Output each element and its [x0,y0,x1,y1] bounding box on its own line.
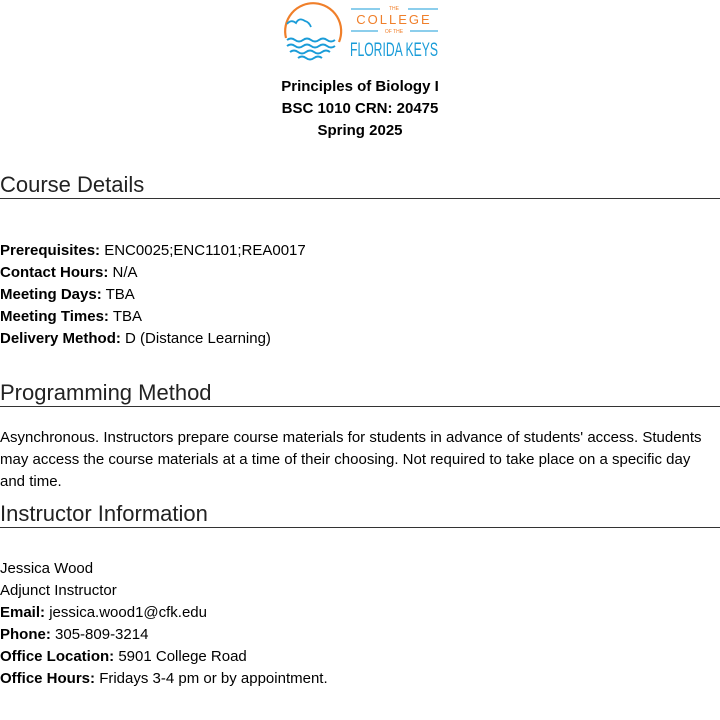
label: Prerequisites: [0,242,101,259]
label: Office Location: [0,648,115,665]
prerequisites-row [0,240,716,262]
course-header [0,76,720,142]
contact-hours-row [0,262,716,284]
logo-line1: THE [389,6,399,12]
value: 305-809-3214 [55,626,149,643]
programming-method-text: Asynchronous. Instructors prepare course materials for students in advance of students' access. Students may access the course materials at a time of their choosing. Not required to take place on a specific day and time. [0,429,702,490]
office-hours-row [0,668,716,690]
value: D (Distance Learning) [125,330,271,347]
label: Meeting Times: [0,308,109,325]
meeting-days-row [0,284,716,306]
value: 5901 College Road [118,648,247,665]
label: Email: [0,604,46,621]
meeting-times-row [0,306,716,328]
label: Office Hours: [0,670,96,687]
label: Phone: [0,626,51,643]
instructor-title: Adjunct Instructor [0,582,117,599]
course-term: Spring 2025 [317,122,403,139]
label: Meeting Days: [0,286,102,303]
course-title: Principles of Biology I [281,78,439,95]
value: N/A [112,264,138,281]
college-logo [282,4,442,64]
course-details-heading: Course Details [0,172,720,199]
course-details [0,240,716,350]
value: TBA [112,308,143,325]
delivery-method-row [0,328,716,350]
phone-row [0,624,716,646]
logo-line3: OF THE [384,29,404,35]
instructor-info [0,558,716,690]
email-value: jessica.wood1@cfk.edu [49,604,207,621]
instructor-name: Jessica Wood [0,560,94,577]
logo-line2: COLLEGE [356,12,432,27]
logo-icon [282,4,442,64]
value: ENC0025;ENC1101;REA0017 [104,242,306,259]
office-location-row [0,646,716,668]
programming-method-heading: Programming Method [0,380,720,407]
instructor-heading: Instructor Information [0,501,720,528]
course-crn: BSC 1010 CRN: 20475 [281,100,439,117]
email-row [0,602,716,624]
value: Fridays 3-4 pm or by appointment. [99,670,328,687]
label: Delivery Method: [0,330,121,347]
label: Contact Hours: [0,264,109,281]
value: TBA [105,286,135,303]
logo-line4: FLORIDA KEYS [350,40,438,61]
